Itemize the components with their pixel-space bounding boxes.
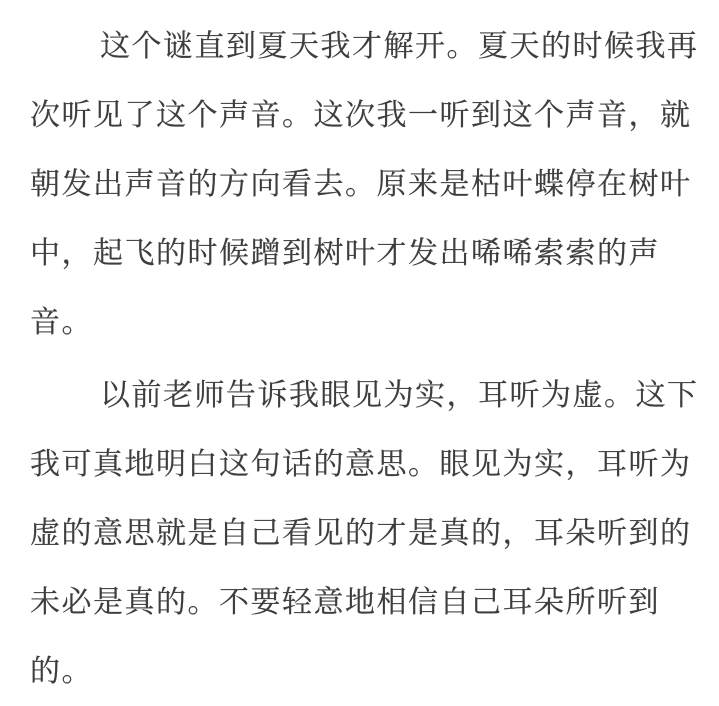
text-line: 我可真地明白这句话的意思。眼见为实，耳听为: [30, 448, 692, 481]
text-line: 中，起飞的时候蹭到树叶才发出唏唏索索的声: [30, 237, 660, 270]
text-line: 朝发出声音的方向看去。原来是枯叶蝶停在树叶: [30, 168, 692, 201]
text-line: 次听见了这个声音。这次我一听到这个声音，就: [30, 99, 692, 132]
text-line: 以前老师告诉我眼见为实，耳听为虚。这下: [100, 379, 699, 412]
text-line: 这个谜直到夏天我才解开。夏天的时候我再: [100, 30, 699, 63]
paragraph-1: [30, 12, 699, 357]
text-line: 的。: [30, 655, 93, 688]
paragraph-2: [30, 361, 699, 706]
text-line: 虚的意思就是自己看见的才是真的，耳朵听到的: [30, 517, 692, 550]
text-line: 音。: [30, 306, 93, 339]
text-line: 未必是真的。不要轻意地相信自己耳朵所听到: [30, 586, 660, 619]
